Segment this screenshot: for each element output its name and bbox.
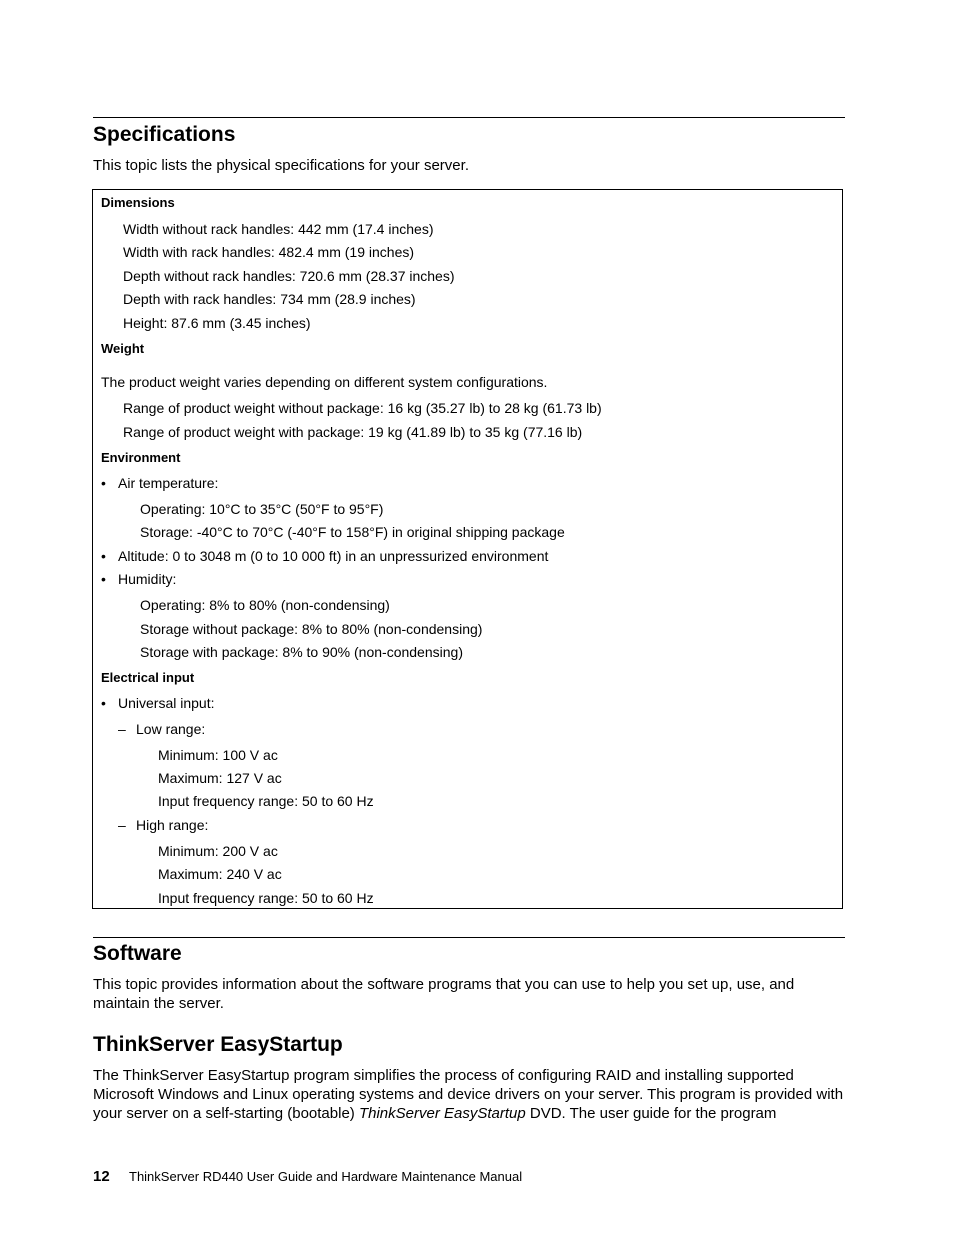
low-range-item: Input frequency range: 50 to 60 Hz: [158, 793, 374, 809]
air-temperature-item: Operating: 10°C to 35°C (50°F to 95°F): [140, 501, 384, 517]
low-range-item: Minimum: 100 V ac: [158, 747, 278, 763]
humidity-item: Storage without package: 8% to 80% (non-condensing): [140, 621, 483, 637]
bullet-glyph: •: [101, 475, 106, 491]
dimension-item: Height: 87.6 mm (3.45 inches): [123, 315, 311, 331]
bullet-glyph: •: [101, 571, 106, 587]
dash-glyph: –: [118, 721, 126, 737]
easystartup-product-name: ThinkServer EasyStartup: [358, 1105, 526, 1122]
easystartup-body-post: DVD. The user guide for the program: [525, 1105, 777, 1122]
bullet-glyph: •: [101, 548, 106, 564]
dimensions-heading: Dimensions: [101, 195, 175, 210]
page-number: 12: [93, 1168, 110, 1185]
universal-input-label: Universal input:: [118, 695, 215, 711]
humidity-label: Humidity:: [118, 571, 177, 587]
high-range-label: High range:: [136, 817, 209, 833]
easystartup-body-pre: The ThinkServer EasyStartup program simplifies the process of configuring RAID and installing supported Microsoft Windows and Linux operating systems and device drivers on your server. This program is provided with your server on a self-starting (bootable): [93, 1067, 844, 1122]
software-body: This topic provides information about the software programs that you can use to help you set up, use, and maintain the server.: [93, 976, 795, 1012]
easystartup-body: [93, 1066, 853, 1123]
high-range-item: Minimum: 200 V ac: [158, 843, 278, 859]
dimension-item: Width without rack handles: 442 mm (17.4 inches): [123, 221, 434, 237]
dimension-item: Width with rack handles: 482.4 mm (19 inches): [123, 244, 415, 260]
humidity-item: Operating: 8% to 80% (non-condensing): [140, 597, 390, 613]
dimension-item: Depth without rack handles: 720.6 mm (28.37 inches): [123, 268, 455, 284]
footer-title: ThinkServer RD440 User Guide and Hardware Maintenance Manual: [129, 1169, 523, 1184]
humidity-item: Storage with package: 8% to 90% (non-condensing): [140, 644, 463, 660]
section-title-software: Software: [93, 942, 182, 965]
weight-note: The product weight varies depending on different system configurations.: [101, 374, 548, 390]
section-title-easystartup: ThinkServer EasyStartup: [93, 1033, 343, 1056]
dash-glyph: –: [118, 817, 126, 833]
altitude-label: Altitude: 0 to 3048 m (0 to 10 000 ft) in an unpressurized environment: [118, 548, 549, 564]
high-range-item: Input frequency range: 50 to 60 Hz: [158, 890, 374, 906]
specifications-table: [92, 189, 843, 909]
section-rule-software: [93, 937, 845, 938]
low-range-item: Maximum: 127 V ac: [158, 770, 282, 786]
high-range-item: Maximum: 240 V ac: [158, 866, 282, 882]
bullet-glyph: •: [101, 695, 106, 711]
weight-item: Range of product weight with package: 19 kg (41.89 lb) to 35 kg (77.16 lb): [123, 424, 583, 440]
weight-item: Range of product weight without package: 16 kg (35.27 lb) to 28 kg (61.73 lb): [123, 400, 602, 416]
section-title-specifications: Specifications: [93, 123, 236, 146]
environment-heading: Environment: [101, 450, 181, 465]
dimension-item: Depth with rack handles: 734 mm (28.9 inches): [123, 291, 416, 307]
air-temperature-label: Air temperature:: [118, 475, 219, 491]
low-range-label: Low range:: [136, 721, 206, 737]
section-rule-specifications: [93, 117, 845, 118]
electrical-heading: Electrical input: [101, 670, 195, 685]
weight-heading: Weight: [101, 341, 145, 356]
air-temperature-item: Storage: -40°C to 70°C (-40°F to 158°F) in original shipping package: [140, 524, 565, 540]
specifications-intro: This topic lists the physical specifications for your server.: [93, 157, 469, 174]
